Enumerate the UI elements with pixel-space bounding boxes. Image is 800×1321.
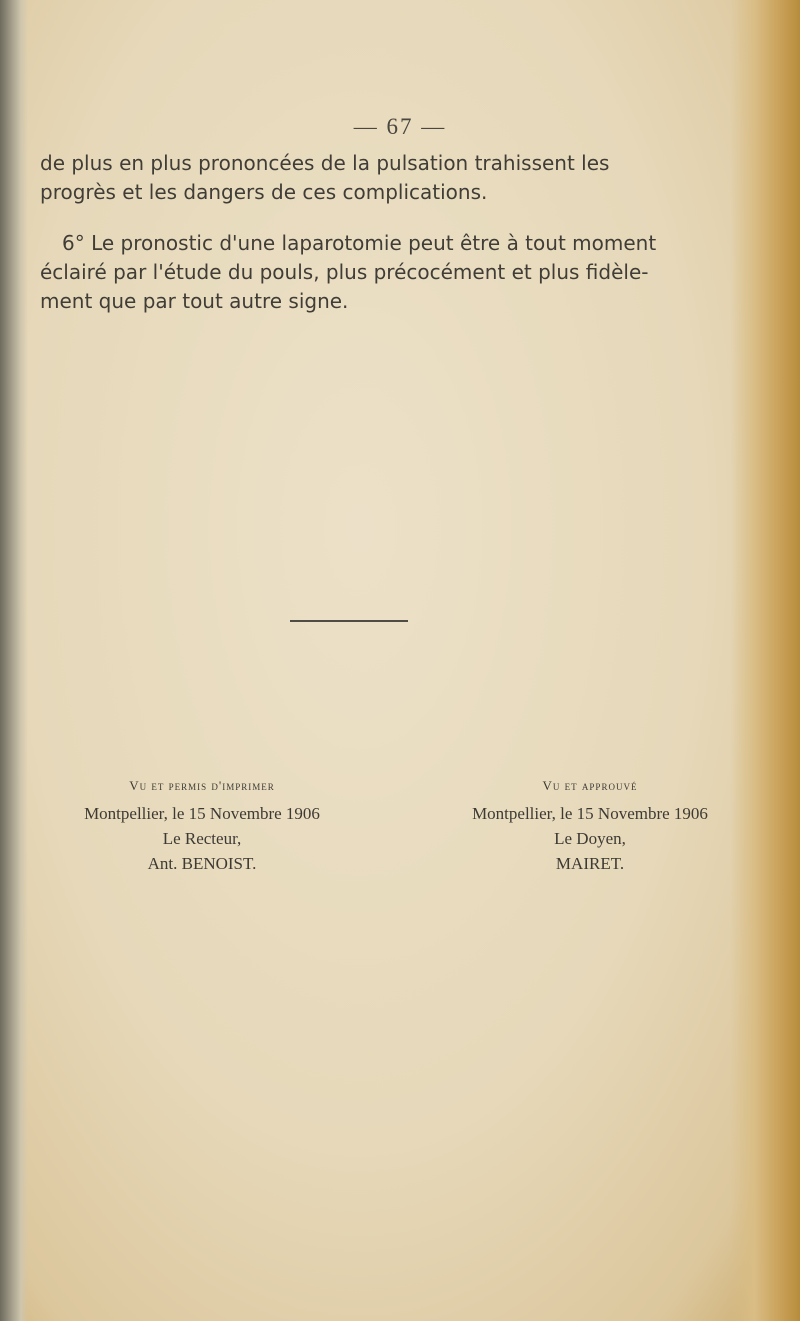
paragraph-line: 6° Le pronostic d'une laparotomie peut être à tout moment [62,231,657,255]
paragraph-line: ment que par tout autre signe. [40,289,349,313]
section-divider [290,620,408,622]
page-right-stain [730,0,800,1321]
page-left-shadow [0,0,28,1321]
approval-place-date: Montpellier, le 15 Novembre 1906 [84,804,320,823]
approval-title: Le Doyen, [554,829,626,848]
approval-place-date: Montpellier, le 15 Novembre 1906 [472,804,708,823]
page-number: — 67 — [353,114,447,139]
paragraph-line: éclairé par l'étude du pouls, plus précocément et plus fidèle- [40,260,649,284]
approval-heading: Vu et permis d'imprimer [129,778,275,793]
approval-name: Ant. BENOIST. [147,854,257,873]
approval-dean [440,778,740,876]
approval-heading: Vu et approuvé [542,778,638,793]
approval-title: Le Recteur, [162,829,242,848]
paragraph-line: de plus en plus prononcées de la pulsation trahissent les [40,151,610,175]
approval-rector [52,778,352,876]
paragraph-line: progrès et les dangers de ces complications. [40,180,488,204]
paragraph-pulsation [40,149,609,207]
approval-name: MAIRET. [555,854,625,873]
paragraph-pronostic [40,229,656,316]
